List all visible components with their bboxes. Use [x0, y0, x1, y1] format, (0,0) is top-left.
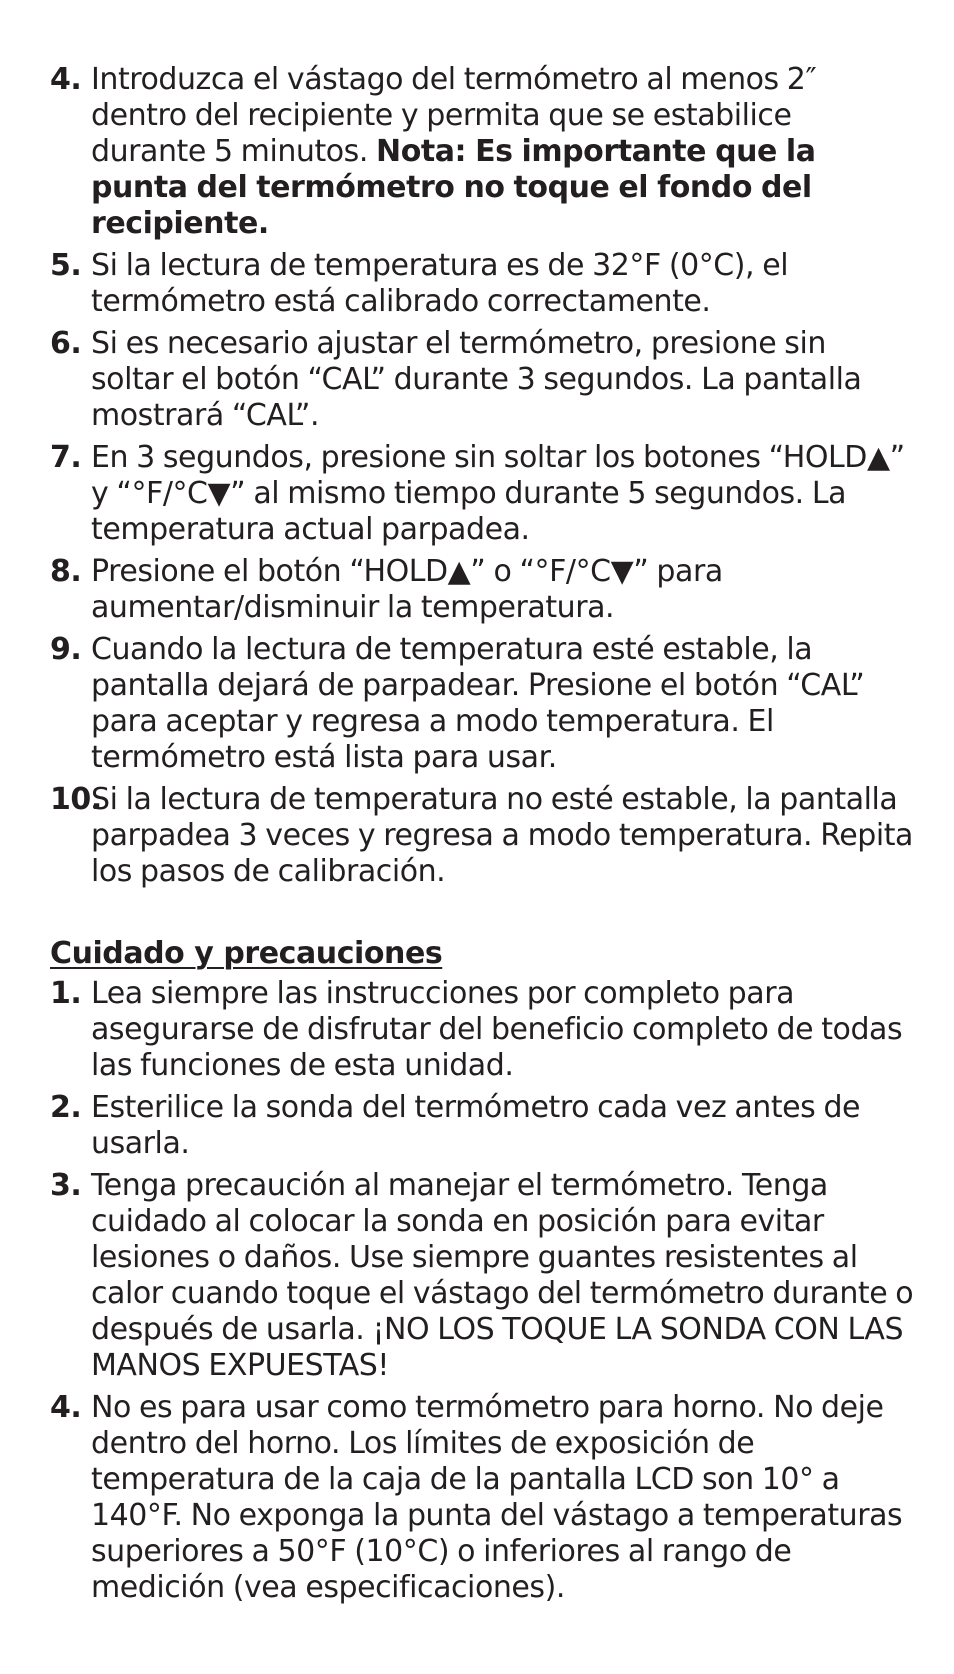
item-text: No es para usar como termómetro para horno. No deje dentro del horno. Los límites de exposición de temperatura de la caja de la pantalla LCD son 10° a 140°F. No exponga la punta del vástago a temperaturas superiores a 50°F (10°C) o inferiores al rango de medición (vea especificaciones). — [91, 1390, 903, 1605]
care-item-2 — [50, 1090, 914, 1162]
step-number: 6. — [50, 326, 82, 361]
care-item-1 — [50, 976, 914, 1084]
step-note-bold: Nota: Es importante que la punta del termómetro no toque el fondo del recipiente. — [91, 134, 816, 241]
item-text: Tenga precaución al manejar el termómetro. Tenga cuidado al colocar la sonda en posición para evitar lesiones o daños. Use siempre guantes resistentes al calor cuando toque el vástago del termómetro durante o después de usarla. ¡NO LOS TOQUE LA SONDA CON LAS MANOS EXPUESTAS! — [91, 1168, 914, 1383]
step-text: Presione el botón “HOLD▲” o “°F/°C▼” para aumentar/disminuir la temperatura. — [91, 554, 723, 625]
item-number: 2. — [50, 1090, 82, 1125]
care-items-list — [50, 976, 914, 1606]
item-text: Lea siempre las instrucciones por completo para asegurarse de disfrutar del beneficio completo de todas las funciones de esta unidad. — [91, 976, 903, 1083]
calibration-step-5 — [50, 248, 914, 320]
step-number: 4. — [50, 62, 82, 97]
calibration-step-7 — [50, 440, 914, 548]
step-text: Si es necesario ajustar el termómetro, presione sin soltar el botón “CAL” durante 3 segundos. La pantalla mostrará “CAL”. — [91, 326, 862, 433]
item-text: Esterilice la sonda del termómetro cada vez antes de usarla. — [91, 1090, 861, 1161]
step-number: 5. — [50, 248, 82, 283]
calibration-step-4 — [50, 62, 914, 242]
step-text: En 3 segundos, presione sin soltar los botones “HOLD▲” y “°F/°C▼” al mismo tiempo durante 5 segundos. La temperatura actual parpadea. — [91, 440, 905, 547]
step-number: 8. — [50, 554, 82, 589]
calibration-step-9 — [50, 632, 914, 776]
step-text: Si la lectura de temperatura no esté estable, la pantalla parpadea 3 veces y regresa a modo temperatura. Repita los pasos de calibración. — [91, 782, 913, 889]
step-number: 7. — [50, 440, 82, 475]
item-number: 3. — [50, 1168, 82, 1203]
care-item-3 — [50, 1168, 914, 1384]
step-text: Introduzca el vástago del termómetro al menos 2″ dentro del recipiente y permita que se estabilice durante 5 minutos. — [91, 62, 817, 169]
calibration-step-6 — [50, 326, 914, 434]
step-text: Si la lectura de temperatura es de 32°F (0°C), el termómetro está calibrado correctamente. — [91, 248, 789, 319]
care-section-title: Cuidado y precauciones — [50, 936, 443, 971]
step-number: 10. — [50, 782, 102, 817]
calibration-step-10 — [50, 782, 914, 890]
calibration-step-8 — [50, 554, 914, 626]
item-number: 4. — [50, 1390, 82, 1425]
step-number: 9. — [50, 632, 82, 667]
calibration-steps-list — [50, 62, 914, 890]
item-number: 1. — [50, 976, 82, 1011]
step-text: Cuando la lectura de temperatura esté estable, la pantalla dejará de parpadear. Presione el botón “CAL” para aceptar y regresa a modo temperatura. El termómetro está lista para usar. — [91, 632, 865, 775]
care-item-4 — [50, 1390, 914, 1606]
